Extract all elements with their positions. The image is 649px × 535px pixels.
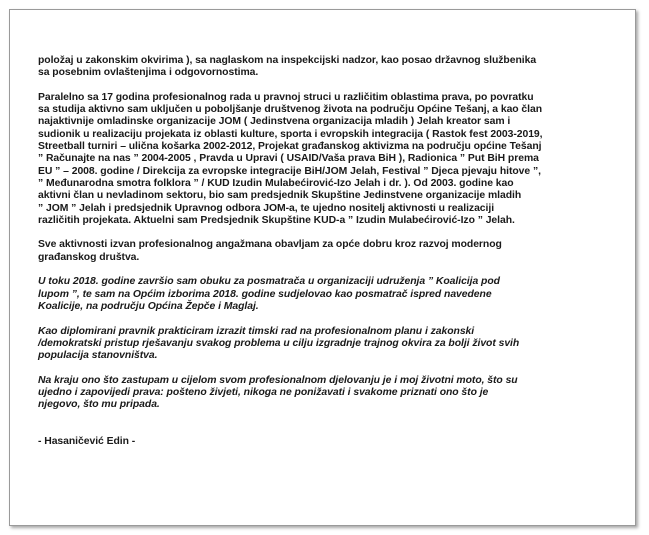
paragraph-professional-work: Paralelno sa 17 godina profesionalnog rada u pravnoj struci u različitim oblastima prava, po povratku sa studija aktivno sam uključen u poboljšanje društvenog života na području Općine Tešanj, a kao član najaktivnije omladinske organizacije JOM ( Jedinstvena organizacija mladih ) Jelah kreator sam i sudionik u realizaciju projekata iz oblasti kulture, sporta i evropskih integracija ( Rastok fest 2003-2019, Streetball turniri – ulična košarka 2002-2012, Projekat građanskog aktivizma na području općine Tešanj ” Računajte na nas ” 2004-2005 , Pravda u Upravi ( USAID/Vaša prava BiH ), Radionica ” Put BiH prema EU ” – 2008. godine / Direkcija za evropske integracije BiH/JOM Jelah, Festival ” Djeca pjevaju hitove ”, ” Međunarodna smotra folklora ” / KUD Izudin Mulabećirović-Izo Jelah i dr. ). Od 2003. godine kao aktivni član u nevladinom sektoru, bio sam predsjednik Skupštine Jedinstvene organizacije mladih ” JOM ” Jelah i predsjednik Upravnog odbora JOM-a, te ujedno nositelj aktivnosti u realizaciji različitih projekata. Aktuelni sam Predsjednik Skupštine KUD-a ” Izudin Mulabećirović-Izo ” Jelah.: [38, 91, 543, 226]
signature: - Hasaničević Edin -: [38, 435, 136, 447]
paragraph-motto: Na kraju ono što zastupam u cijelom svom profesionalnom djelovanju je i moj životni moto, što su ujedno i zapovijedi prava: pošteno živjeti, nikoga ne ponižavati i svakome priznati ono što je njegovo, što mu pripada.: [38, 374, 518, 411]
paragraph-teamwork: Kao diplomirani pravnik prakticiram izrazit timski rad na profesionalnom planu i zakonski /demokratski pristup rješavanju svakog problema u cilju izgradnje trajnog okvira za bolji život svih populacija stanovništva.: [38, 325, 520, 362]
paragraph-election-observer: U toku 2018. godine završio sam obuku za posmatrača u organizaciji udruženja ” Koalicija pod lupom ”, te sam na Općim izborima 2018. godine sudjelovao kao posmatrač ispred navedene Koalicije, na području Općina Žepče i Maglaj.: [38, 276, 500, 312]
paragraph-intro-continued: položaj u zakonskim okvirima ), sa naglaskom na inspekcijski nadzor, kao posao državnog službenika sa posebnim ovlaštenjima i odgovornostima.: [38, 55, 537, 79]
document-body: [38, 55, 610, 460]
paragraph-free-activities: Sve aktivnosti izvan profesionalnog angažmana obavljam za opće dobru kroz razvoj modernog građanskog društva.: [38, 239, 502, 263]
